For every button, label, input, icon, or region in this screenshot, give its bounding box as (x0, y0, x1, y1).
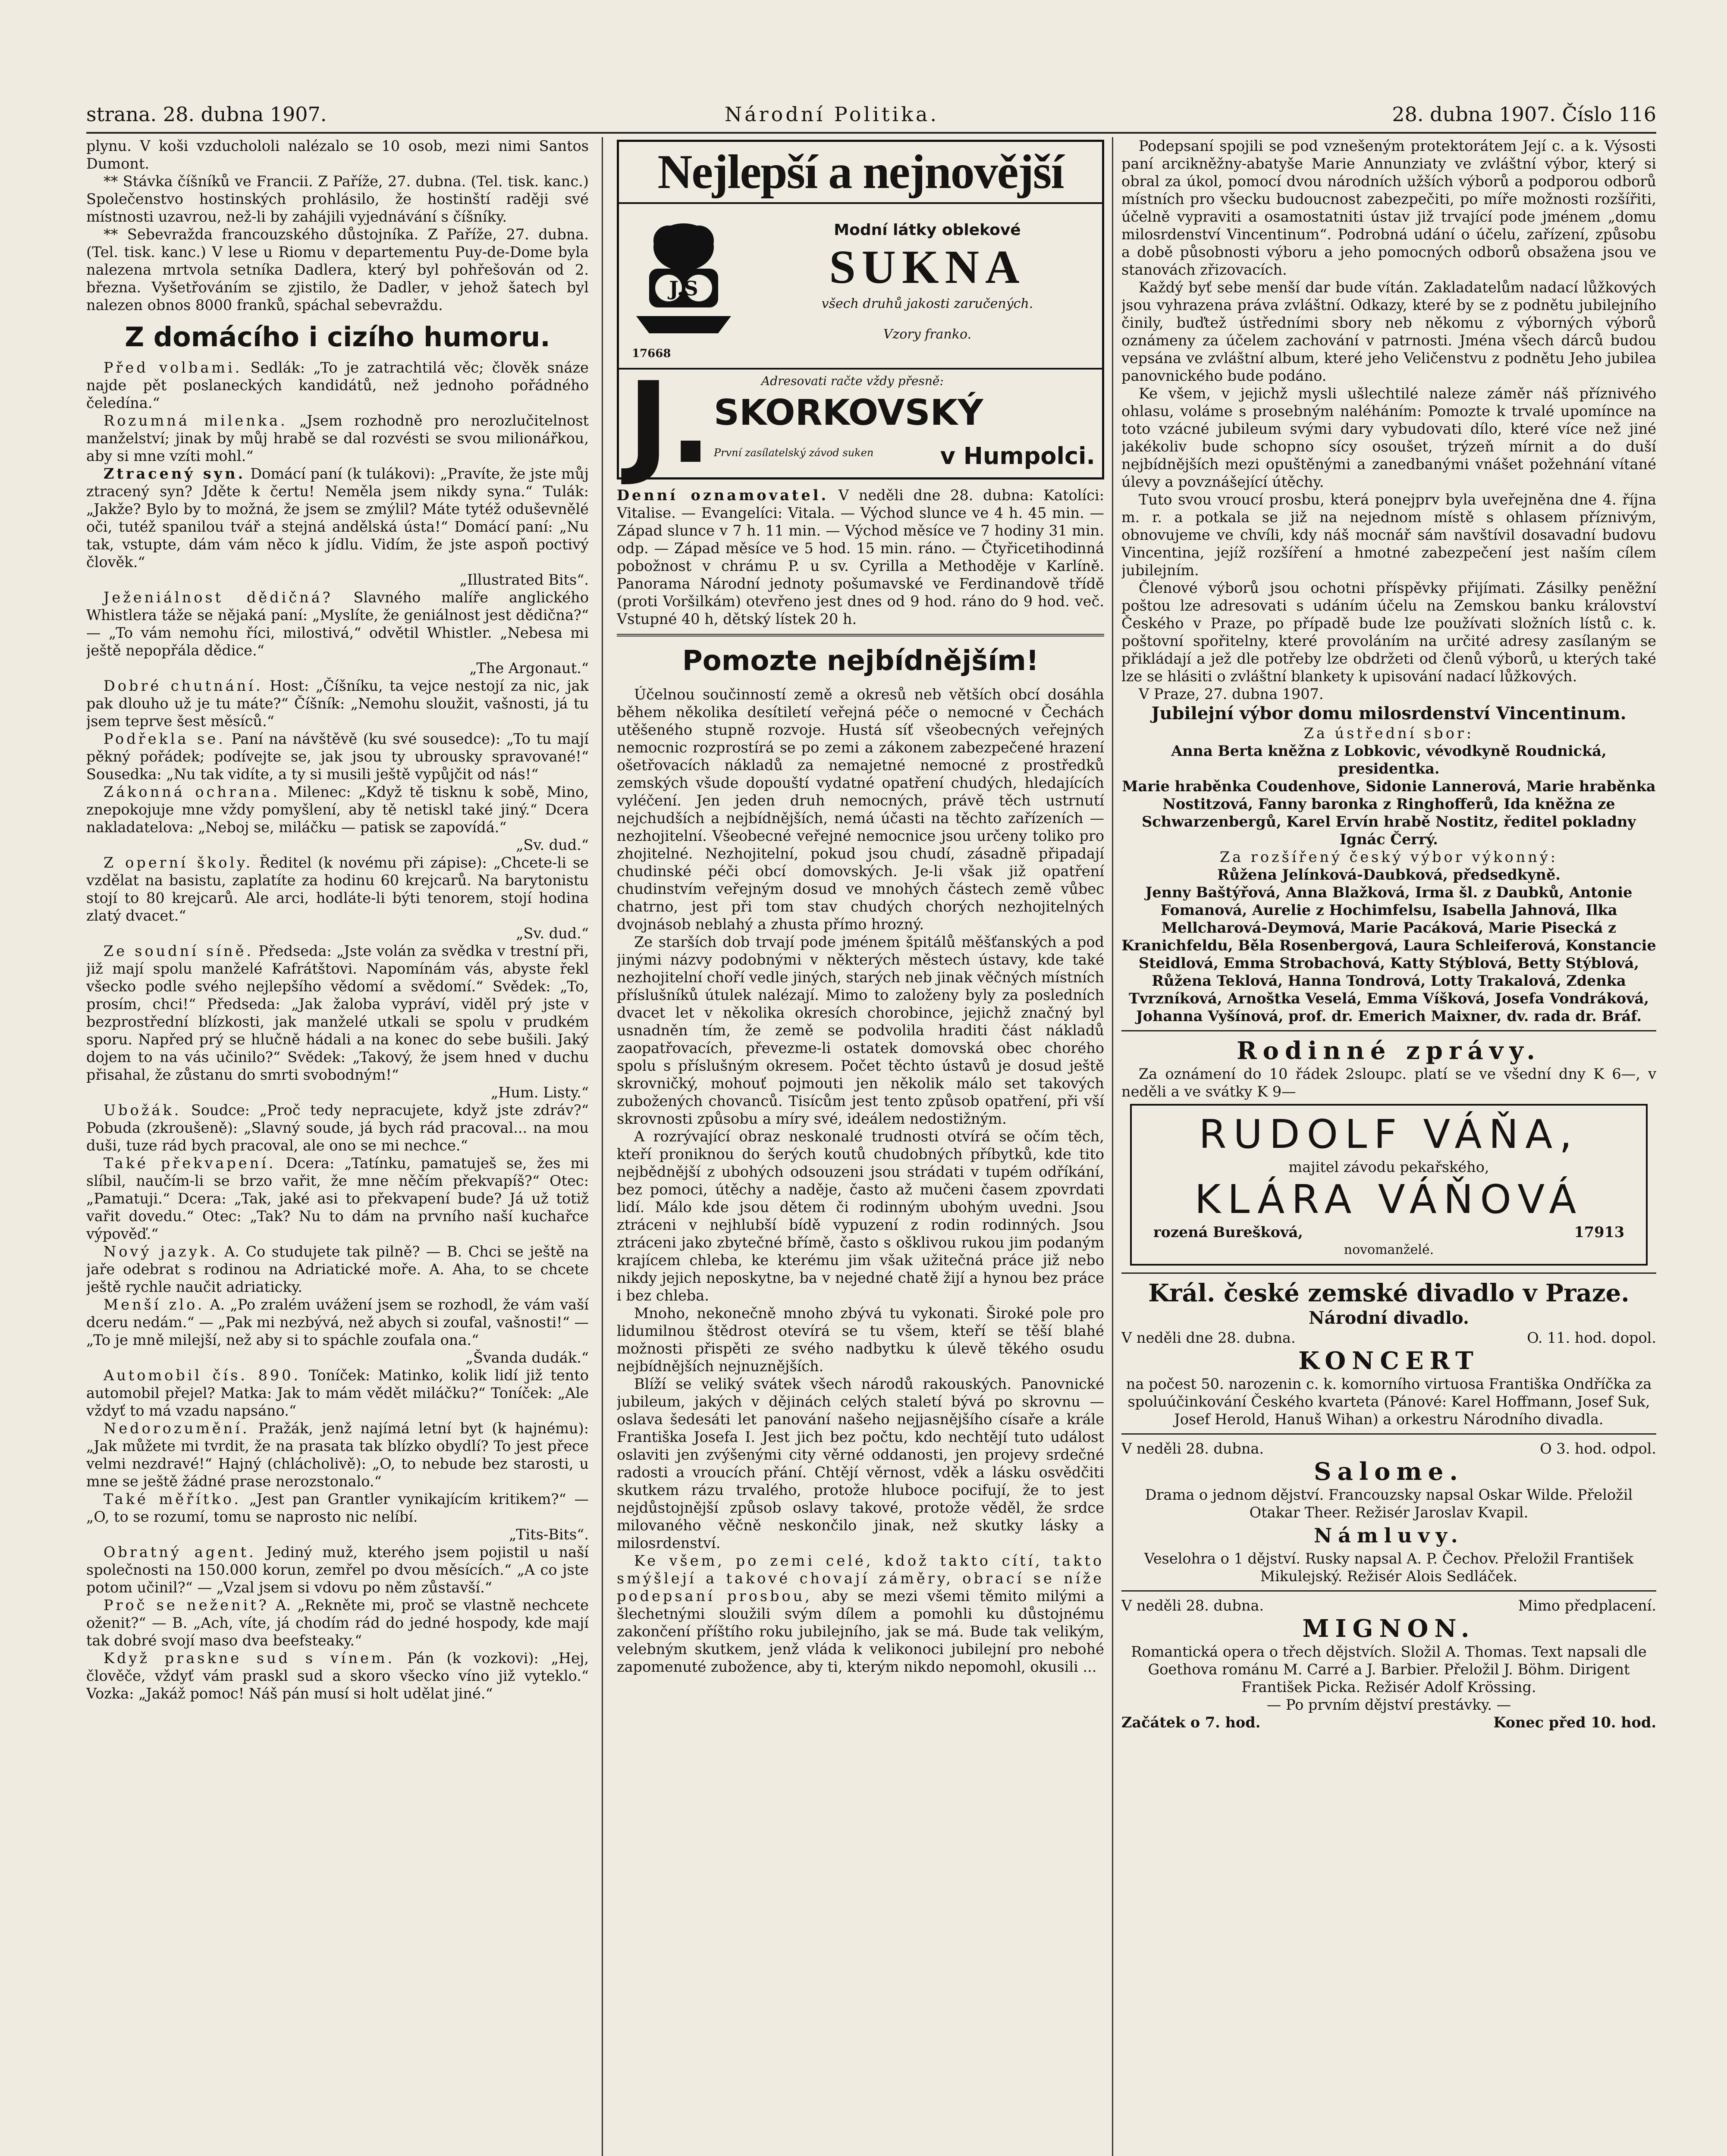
ad-company-desc: První zasílatelský závod suken (714, 447, 874, 459)
joke (86, 1543, 589, 1596)
appeal-paragraph: Podepsaní spojili se pod vznešeným protektorátem Její c. a k. Výsosti paní arcikněžny-abatyše Marie Annunziaty ve zvláštní výbor, který si obral za úkol, pomocí dvou národních užších výborů a podporou odborů místních pro všecku budoucnost zabezpečiti, po míře možnosti rozšířiti, účelně vypraviti a osamostatniti ústav již trvající pode jménem „domu milosrdenství Vincentinum“. Podrobná udání o účelu, zařízení, způsobu a době působnosti výboru a jeho pomocných odborů obsažena jsou ve stanovách zřizovacích. (1121, 138, 1656, 278)
joke-text: Paní na návštěvě (ku své sousedce): „To tu mají pěkný pořádek; podívejte se, jak jsou ty ubrousky spravované!“ Sousedka: „Nu tak vidíte, a ty si musili ještě vypůjčit od nás!“ (86, 730, 589, 783)
appeal-text: aby se mezi všemi těmito milými a šlechetnými sloužili svým dílem a pomohli ku důstojnému zakončení příštího roku jubilejního, jak se má. Bude tak velikým, velebným skutkem, jenž vláda k velikonoci jubilejní pro nebohé zapomenuté zubožence, aby ti, kterým nikdo nepomohl, okusili ... (617, 1588, 1104, 1675)
ad-headline: Nejlepší a nejnovější (619, 142, 1102, 204)
wedding-announcement (1130, 1104, 1648, 1266)
committee-section-header: Za rozšířený český výbor výkonný: (1219, 849, 1558, 865)
appeal-paragraph: Účelnou součinností země a okresů neb větších obcí dosáhla během několika desítiletí veřejná péče o nemocné v Čechách utěšeného stupně rozvoje. Hustá síť všeobecných veřejných nemocnic rozprostírá se po zemi a zákonem zabezpečené hrazení ošetřovacích nákladů za nemajetné nemocné z prostředků zemských všude dopouští vydatné opatření chudých, hledajících vyléčení. Jen jeden druh nemocných, právě těch ustrnutí nejchudších a nejbídnějších, nemá účasti na těchto zařízeních — nezhojitelní. Všeobecné veřejné nemocnice jsou určeny toliko pro zhojitelné. Nezhojitelní, pokud jsou chudí, zásadně připadají chudinské péči obcí domovských. Je-li však již opatření chudinstvím veřejným dosud ve mnohých částech země vůbec chatrno, jest při tom stav chudých chorých nezhojitelných dvojnásob neblahý a zhusta přímo hrozný. (617, 686, 1104, 933)
daily-notice-text: V neděli dne 28. dubna: Katolíci: Vitalise. — Evangelíci: Vitala. — Východ slunce ve 4 h. 45 min. — Západ slunce v 7 h. 11 min. — Východ měsíce ve 7 hodiny 31 min. odp. — Západ měsíce ve 5 hod. 15 min. ráno. — Čtyřicetihodinná pobožnost v chrámu P. u sv. Cyrilla a Methoděje v Karlíně. Panorama Národní jednoty pošumavské ve Ferdinandově třídě (proti Voršilkám) otevřeno jest dnes od 9 hod. ráno do 9 hod. več. Vstupné 40 h, dětský lístek 20 h. (617, 487, 1104, 627)
joke-title: Také překvapení. (104, 1155, 276, 1172)
joke (86, 1596, 589, 1649)
announcement-number: 17913 (1574, 1224, 1624, 1241)
appeal-headline: Pomozte nejbídnějším! (682, 645, 1039, 677)
joke-title: Automobil čís. 890. (104, 1367, 301, 1384)
committee-section-header: Za ústřední sbor: (1303, 725, 1474, 742)
joke-text: Dcera: „Tatínku, pamatuješ se, žes mi slíbil, naučím-li se brzo vařit, že mne něčím překvapíš?“ Otec: „Pamatuji.“ Dcera: „Tak, jaké asi to překvapení bude? Já už totiž vařit dovedu.“ Otec: „Tak? Nu to dám na prvního naší kuchařce výpověď.“ (86, 1155, 589, 1242)
committee-members: Marie hraběnka Coudenhove, Sidonie Lannerová, Marie hraběnka Nostitzová, Fanny baronka z Ringhofferů, Ida kněžna ze Schwarzenbergů, Karel Ervín hrabě Nostitz, ředitel pokladny Ignác Čerrý. (1122, 778, 1656, 848)
joke-title: Menší zlo. (104, 1296, 205, 1313)
logo-monogram: J.S (669, 277, 698, 300)
joke-title: Podřekla se. (104, 730, 226, 747)
joke-source: „Hum. Listy.“ (490, 1084, 589, 1101)
event-header (1121, 1440, 1656, 1457)
section-title-humor: Z domácího i cizího humoru. (125, 321, 550, 353)
event-date: V neděli 28. dubna. (1121, 1440, 1264, 1457)
committee-name: Jubilejní výbor domu milosrdenství Vincentinum. (1151, 703, 1627, 724)
joke-text: A. „Rekněte mi, proč se vlastně nechcete oženit?“ — B. „Ach, víte, já chodím rád do jedné hospody, kde mají tak dobré svojí maso dva beefsteaky.“ (86, 1597, 589, 1649)
joke-source: „Sv. dud.“ (516, 925, 589, 942)
event-title: KONCERT (1298, 1347, 1479, 1375)
joke-text: Slavného malíře anglického Whistlera táže se nějaká paní: „Myslíte, že geniálnost jest dědična?“ — „To vám nemohu říci, milostivá,“ odvětil Whistler. „Nebesa mi ještě nepopřála dědice.“ (86, 589, 589, 659)
divider (1121, 1272, 1656, 1274)
ad-product-quality: všech druhů jakosti zaručených. (821, 296, 1033, 311)
committee-members: Jenny Baštýřová, Anna Blažková, Irma šl. z Daubků, Antonie Fomanová, Aurelie z Hochimfelsu, Isabella Jahnová, Ilka Mellcharová-Deymová, Marie Pacáková, Marie Pisecká z Kranichfeldu, Běla Rosenbergová, Laura Schleiferová, Konstancie Steidlová, Emma Strobachová, Katty Stýblová, Betty Stýblová, Růžena Teklová, Hanna Tondrová, Lotty Trakalová, Zdenka Tvrzníková, Arnoštka Veselá, Emma Víšková, Josefa Vondráková, Johanna Vyšínová, prof. dr. Emerich Maixner, dv. rada dr. Bráf. (1121, 884, 1656, 1025)
joke-text: Toníček: Matinko, kolik lidí již tento automobil přejel? Matka: Jak to mám vědět miláčku?“ Toníček: „Ale vždyť to má vzadu napsáno.“ (86, 1367, 589, 1419)
page-header (86, 98, 1656, 134)
daily-notice (617, 486, 1104, 628)
event-header (1121, 1597, 1656, 1614)
ad-product-name: SUKNA (829, 241, 1026, 293)
appeal-paragraph: A rozrývající obraz neskonalé trudnosti otvírá se očím těch, kteří proniknou do šerých koutů chudobných příbytků, kde tito nejbědnější z ubohých odsouzeni jsou strádati v tupém odříkání, bez pomoci, útěchy a naděje, často až mučeni časem zpovrdati lidí. Málo kde jsou dětem či rodinným ubohým uvedni. Jsou ztráceni v nejhlubší bídě vypuzení z rodin rodinných. Jsou ztráceni jako zbytečné břímě, často s ošklivou rukou jim podaným krajícem chleba, ke kterému jim však užitečná práce již nebo nikdy jejich neposkytne, ba v nejedné chatě žijí a hynou bez práce i bez chleba. (617, 1128, 1104, 1304)
ad-product-line: Modní látky oblekové (834, 221, 1021, 239)
ad-number: 17668 (632, 347, 671, 360)
joke (86, 1243, 589, 1296)
joke (86, 783, 589, 836)
joke (86, 942, 589, 1084)
event-time: Mimo předplacení. (1518, 1597, 1656, 1614)
header-page-date: strana. 28. dubna 1907. (86, 103, 327, 126)
column-right (1121, 137, 1656, 2156)
joke-text: Jediný muž, kterého jsem pojistil u naší společnosti na 150.000 korun, zemřel po dvou měsících.“ „A co jste potom učinil?“ — „Vzal jsem si vdovu po něm zůstavší.“ (86, 1544, 589, 1596)
event-date: V neděli 28. dubna. (1121, 1597, 1264, 1614)
event-title: Salome. (1314, 1457, 1464, 1486)
joke-text: Předseda: „Jste volán za svědka v trestní při, již mají spolu manželé Kafrátštovi. Napomínám vás, abyste řekl všecko podle svého nejlepšího vědomí a svědomí.“ Svědek: „To, prosím, chci!“ Předseda: „Jak žaloba vypráví, viděl prý jste v bezprostřední blízkosti, jak manželé utkali se spolu v prudkém sporu. Napřed prý se hlučně hádali a na konec do sebe bušili. Jaký dojem to na vás učinilo?“ Svědek: „Takový, že jsem hned v duchu přisahal, že zůstanu do smrti svobodným!“ (86, 943, 589, 1083)
groom-name: RUDOLF VÁŇA, (1199, 1111, 1579, 1157)
appeal-paragraph: Každý byť sebe menší dar bude vítán. Zakladatelům nadací lůžkových jsou vyhrazena práva zvláštní. Odkazy, které by se z podnětu jubilejního činily, buďtež ústředními sbory neb někomu z výborných výborů oznámeny za účelem zachování v patrnosti. Jména všech dárců budou vepsána ve zvláštní album, které jeho Veličenstvu z podnětu Jeho jubilea panovnického bude podáno. (1121, 279, 1656, 384)
daily-notice-title: Denní oznamovatel. (617, 487, 829, 504)
joke-text: A. „Po zralém uvážení jsem se rozhodl, že vám vaší dceru nedám.“ — „Pak mi nezbývá, než abych si zoufal, vašnosti!“ — „To je mně milejší, než aby si to spáchle zoufala ona.“ (86, 1296, 589, 1348)
joke (86, 465, 589, 571)
theatre-subtitle: Národní divadlo. (1309, 1308, 1469, 1328)
event-title: Námluvy. (1314, 1524, 1464, 1547)
joke-title: Dobré chutnání. (104, 677, 263, 694)
ad-address-note: Adresovati račte vždy přesně: (761, 374, 944, 388)
joke-source: „Sv. dud.“ (516, 837, 589, 853)
event-description: na počest 50. narozenin c. k. komorního virtuosa Františka Ondříčka za spoluúčinkování Českého kvarteta (Pánové: Karel Hoffmann, Josef Suk, Josef Herold, Hanuš Wihan) a orkestru Národního divadla. (1126, 1376, 1652, 1428)
column-rule (1112, 137, 1113, 2156)
joke (86, 412, 589, 465)
ram-logo-icon (632, 217, 735, 338)
committee-president: Anna Berta kněžna z Lobkovic, vévodkyně Roudnická, presidentka. (1171, 743, 1607, 777)
joke (86, 854, 589, 924)
news-paragraph: plynu. V koši vzduchololi nalézalo se 10 osob, mezi nimi Santos Dumont. (86, 138, 589, 172)
joke-text: Sedlák: „To je zatrachtilá věc; člověk snáze najde pět poslaneckých kandidátů, než jednoho pořádného čeledína.“ (86, 359, 589, 411)
event-description: Veselohra o 1 dějství. Rusky napsal A. P. Čechov. Přeložil František Mikulejský. Režisér Alois Sedláček. (1144, 1550, 1634, 1585)
joke-title: Rozumná milenka. (104, 412, 288, 429)
news-paragraph: ** Stávka číšníků ve Francii. Z Paříže, 27. dubna. (Tel. tisk. kanc.) Společenstvo hostinských prohlásilo, že hostinští raději své místnosti uzavrou, než-li by zahájili vyjednávání s číšníky. (86, 173, 589, 225)
ad-product-block (761, 221, 1093, 343)
divider (617, 634, 1104, 636)
event-time: O. 11. hod. dopol. (1527, 1329, 1656, 1346)
joke-text: Ředitel (k novému při zápise): „Chcete-li se vzdělat na basistu, zaplatíte za hodinu 60 krejcarů. Na barytonistu stojí to 80 krejcarů. Ale arci, hodláte-li býti tenorem, stojí hodina zlatý dvacet.“ (86, 854, 589, 924)
appeal-spaced-text: Ke všem, po zemi celé, kdož takto cítí, takto smýšlejí a takové chovají záměry, obrací se níže podepsaní prosbou, (617, 1552, 1104, 1604)
theatre-title: Král. české zemské divadlo v Praze. (1148, 1279, 1630, 1307)
family-news-title: Rodinné zprávy. (1237, 1037, 1541, 1065)
joke-title: Ztracený syn. (104, 465, 246, 482)
bride-maiden-name: rozená Burešková, (1153, 1224, 1303, 1241)
column-left (86, 137, 589, 2156)
appeal-paragraph: Ke všem, v jejichž mysli ušlechtilé naleze záměr náš příznivého ohlasu, voláme s prosebným naléháním: Pomozte k trvalé upomínce na toto vzácné jubileum svými dary vybudovati dílo, které více než jiné jakékoliv bude schopno sícy osoušet, trýzeň mírnit a do duší nejbídnějších mezi opuštěnými a zanedbanými vnášet požehnání vítané úlevy a povznášející útěchy. (1121, 385, 1656, 490)
joke-title: Z operní školy. (104, 854, 253, 871)
joke (86, 589, 589, 659)
event-times (1121, 1714, 1656, 1731)
ad-samples: Vzory franko. (883, 327, 972, 342)
column-rule (602, 137, 603, 2156)
ad-bottom (619, 358, 1102, 489)
joke-text: „Jsem rozhodně pro nerozlučitelnost manželství; jinak by můj hrabě se dal rozvésti se svou milionářkou, aby si mne vzíti mohl.“ (86, 412, 589, 464)
newlyweds-label: novomanželé. (1344, 1242, 1434, 1257)
event-time: O 3. hod. odpol. (1540, 1440, 1656, 1457)
column-middle (617, 137, 1104, 2156)
joke-text: Milenec: „Když tě tisknu k sobě, Mino, znepokojuje mne vždy pomyšlení, aby tě netiskl také jiný.“ Dcera nakladatelova: „Neboj se, miláčku — patisk se zapovídá.“ (86, 783, 589, 836)
joke (86, 1649, 589, 1702)
event-description: Romantická opera o třech dějstvích. Složil A. Thomas. Text napsali dle Goethova románu M. Carré a J. Barbier. Přeložil J. Böhm. Dirigent František Picka. Režisér Adolf Krössing. (1131, 1643, 1647, 1695)
joke-title: Obratný agent. (104, 1544, 256, 1561)
event-description: Drama o jednom dějství. Francouzsky napsal Oskar Wilde. Přeložil Otakar Theer. Režisér Jaroslav Kvapil. (1145, 1486, 1633, 1521)
ad-town: v Humpolci. (940, 442, 1095, 470)
ad-initial: J. (628, 358, 712, 489)
joke-title: Také měřítko. (104, 1491, 241, 1507)
advertisement-skorkovsky (617, 140, 1104, 489)
joke (86, 1490, 589, 1526)
event-end: Konec před 10. hod. (1493, 1714, 1656, 1731)
appeal-paragraph (617, 1552, 1104, 1676)
appeal-date: V Praze, 27. dubna 1907. (1139, 686, 1324, 702)
appeal-paragraph: Blíží se veliký svátek všech národů rakouských. Panovnické jubileum, jakých v dějinách celých staletí bývá po skrovnu — oslava šedesáti let panování našeho nejjasnějšího císaře a krále Františka Josefa I. Jest jich bez počtu, kdo nechtějí tuto událost oslaviti jen zvýšenými city věrné oddanosti, jen projevy srdečné radosti a vroucích přání. Chtějí věrnost, vděk a lásku osvědčiti skutkem rázu trvalého, protože hluboce pocifují, že to jest nejdůstojnější způsob oslavy takové, protože věděl, že srdce milovaného věčně neskončilo jinak, než skutky lásky a milosrdenství. (617, 1376, 1104, 1551)
joke-text: Pán (k vozkovi): „Hej, člověče, vždyť vám praskl sud a skoro všecko víno již vyteklo.“ Vozka: „Jakáž pomoc! Náš pán musí si holt udělat jiné.“ (86, 1650, 589, 1702)
joke (86, 730, 589, 783)
joke-title: Proč se neženit? (104, 1597, 269, 1614)
joke-title: Ze soudní síně. (104, 943, 254, 959)
joke-source: „The Argonaut.“ (469, 660, 589, 677)
joke-source: „Tits-Bits“. (509, 1526, 589, 1543)
joke-text: A. Co studujete tak pilně? — B. Chci se ještě na jaře odebrat s rodinou na Adriatické moře. A. Aha, to se chcete ještě rychle naučit adriaticky. (86, 1243, 589, 1295)
joke-text: Host: „Číšníku, ta vejce nestojí za nic, jak pak dlouho už je tu máte?“ Číšník: „Nemohu sloužit, vašnosti, já tu jsem teprve šest měsíců.“ (86, 677, 589, 730)
news-paragraph: ** Sebevražda francouzského důstojníka. Z Paříže, 27. dubna. (Tel. tisk. kanc.) V lese u Riomu v departementu Puy-de-Dome byla nalezena mrtvola setníka Dadlera, který byl pohřešován od 2. března. Vyšetřováním se zjistilo, že Dadler, v jehož šatech byl nalezen obnos 8000 franků, spáchal sebevraždu. (86, 226, 589, 313)
event-header (1121, 1329, 1656, 1347)
joke (86, 1296, 589, 1349)
event-note: — Po prvním dějství prestávky. — (1266, 1696, 1511, 1713)
family-news-rates: Za oznámení do 10 řádek 2sloupc. platí se ve všední dny K 6—, v neděli a ve svátky K 9— (1121, 1065, 1656, 1100)
joke-title: Když praskne sud s vínem. (104, 1650, 395, 1667)
joke (86, 359, 589, 412)
header-issue: 28. dubna 1907. Číslo 116 (1392, 103, 1656, 126)
divider (1121, 1030, 1656, 1031)
appeal-paragraph: Mnoho, nekonečně mnoho zbývá tu vykonati. Široké pole pro lidumilnou štědrost otevírá se tu všem, kteří se těší blahé možnosti přispěti ze svého nadbytku k úlevě těkého osudu nejbídnějších nejnuznějších. (617, 1305, 1104, 1375)
appeal-paragraph: Tuto svou vroucí prosbu, která ponejprv byla uveřejněna dne 4. října m. r. a potkala se již na nejednom místě s ohlasem příznivým, obnovujeme ve chvíli, kdy náš mocnář sám navštívil dosavadní budovu Vincentina, jejíž rozšíření a hmotné zabezpečení jest naším cílem jubilejním. (1121, 491, 1656, 579)
joke-title: Ubožák. (104, 1102, 182, 1119)
joke-text: Domácí paní (k tulákovi): „Pravíte, že jste můj ztracený syn? Jděte k čertu! Neměla jsem nikdy syna.“ Tulák: „Jakže? Bylo by to možná, že jsem se zmýlil? Máte tytéž oduševnělé oči, tutéž spanilou tvář a stejná andělská ústa!“ Domácí paní: „Nu tak, vstupte, dám vám něco k jídlu. Vidím, že jste aspoň poctivý člověk.“ (86, 465, 589, 570)
joke-source: „Švanda dudák.“ (465, 1349, 589, 1366)
event-date: V neděli dne 28. dubna. (1121, 1329, 1296, 1346)
joke-title: Nový jazyk. (104, 1243, 218, 1260)
event-title: MIGNON. (1302, 1614, 1476, 1643)
event-start: Začátek o 7. hod. (1121, 1714, 1261, 1731)
joke-title: Před volbami. (104, 359, 242, 376)
joke-title: Zákonná ochrana. (104, 783, 280, 800)
joke (86, 1420, 589, 1490)
ad-middle (619, 204, 1102, 370)
joke-text: Pražák, jenž najímá letní byt (k hajnému): „Jak můžete mi tvrdit, že na prasata tak blízko obydlí? To jest přece velmi nezdravé!“ Hajný (chlácholivě): „O, to nebude bez starosti, u mne se ještě žádné prase nerozstonalo.“ (86, 1420, 589, 1490)
appeal-paragraph: Ze starších dob trvají pode jménem špitálů měšťanských a pod jinými názvy podobnými v některých městech ústavy, kde také nezhojitelní choří vedle jiných, starých neb jinak věčných místních příslušníků útulek nalézají. Mimo to založeny byly za posledních dvacet let v několika okresích chorobince, jejichž značný byl usnadněn tím, že země se podvolila hraditi část nákladů zaopatřovacích, převezme-li ostatek domovská obec chorého spolu s příslušným okresem. Počet těchto ústavů je dosud ještě skrovničký, mohouť pojmouti jen několik málo set takových zubožených chovanců. Tisícům jest tento způsob opatření, při vší skrovnosti způsobu a míry své, ideálem nedostižným. (617, 934, 1104, 1127)
divider (1121, 1433, 1656, 1435)
joke-title: Nedorozumění. (104, 1420, 250, 1437)
joke (86, 1366, 589, 1420)
groom-occupation: majitel závodu pekařského, (1288, 1159, 1489, 1175)
header-masthead: Národní Politika. (725, 103, 939, 126)
joke-text: „Jest pan Grantler vynikajícím kritikem?“ — „O, to se rozumí, tomu se naprosto nic nelíbí. (86, 1491, 589, 1525)
bride-name: KLÁRA VÁŇOVÁ (1194, 1176, 1583, 1222)
joke (86, 1101, 589, 1154)
joke (86, 1154, 589, 1243)
joke (86, 677, 589, 730)
joke-title: Ježeniálnost dědičná? (104, 589, 333, 606)
appeal-paragraph: Členové výborů jsou ochotni příspěvky přijímati. Zásilky peněžní poštou lze adresovati s udáním účelu na Zemskou banku království Českého v Praze, po případě bude lze používati složních lístů c. k. poštovní spořitelny, které provoláním na určité adresy zasílaným se přikládají a jež dle potřeby lze obdržeti od členů výborů, u kterých také lze se hlásiti o zvláštní blankety k upisování nadací lůžkových. (1121, 580, 1656, 685)
joke-source: „Illustrated Bits“. (459, 571, 589, 588)
ad-company-name: SKORKOVSKÝ (714, 392, 983, 433)
committee-chair: Růžena Jelínková-Daubková, předsedkyně. (1217, 866, 1561, 883)
joke-text: Soudce: „Proč tedy nepracujete, když jste zdráv?“ Pobuda (zkroušeně): „Slavný soude, já bych rád pracoval... na mou duši, tuze rád bych pracoval, ale ono se mi nechce.“ (86, 1102, 589, 1154)
divider (1121, 1590, 1656, 1592)
